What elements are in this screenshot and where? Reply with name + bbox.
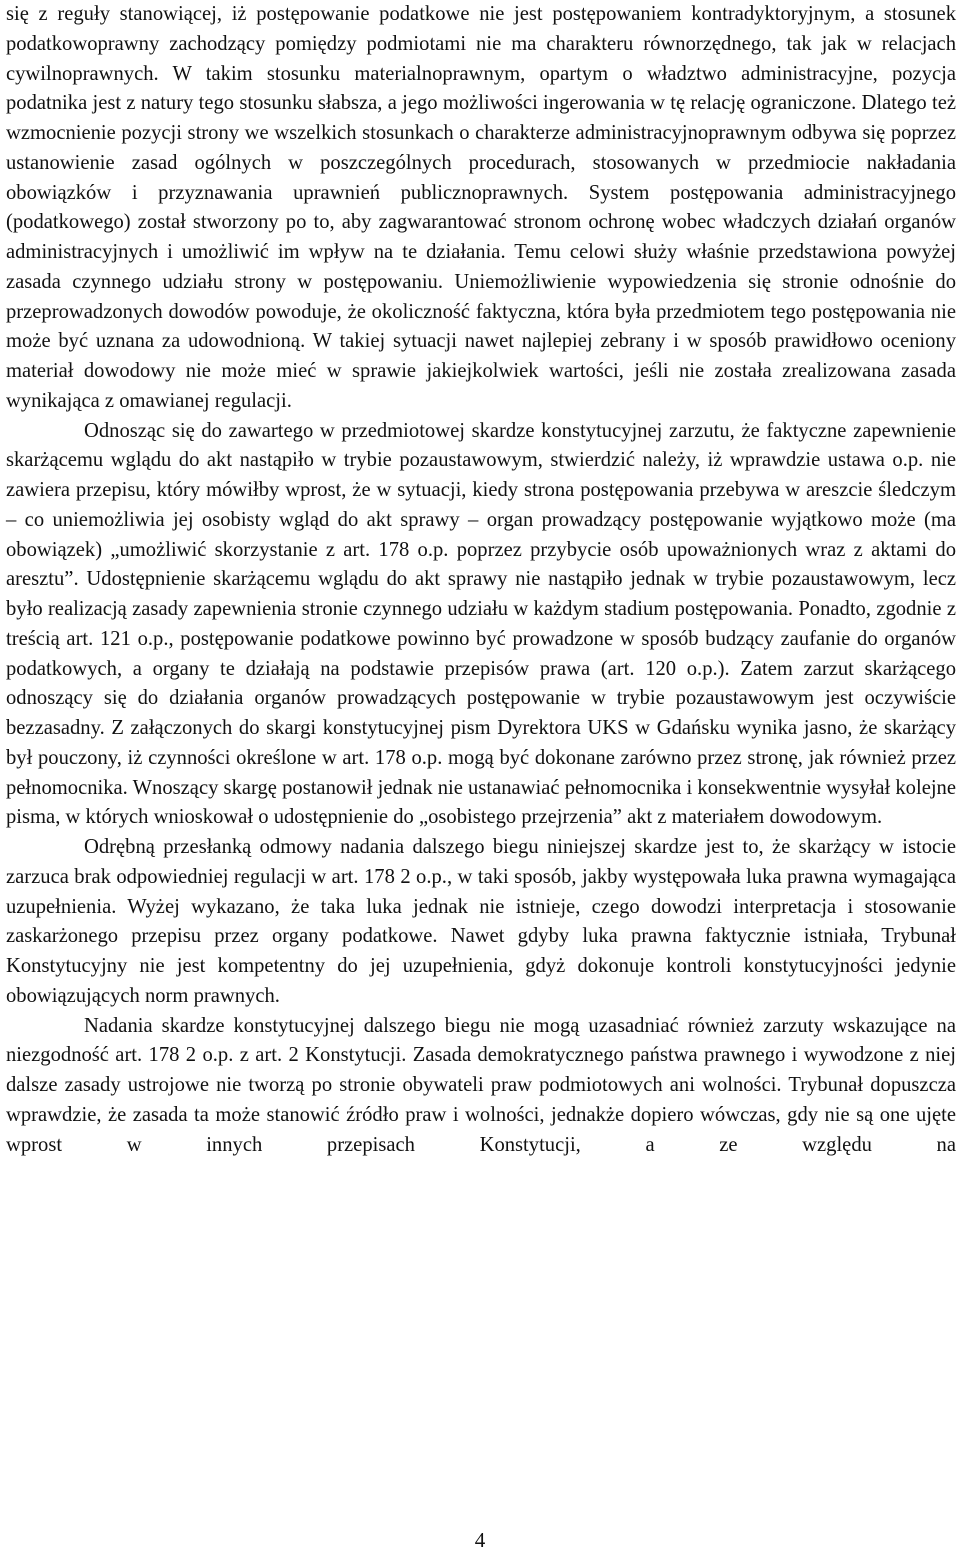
- document-page: [6, 0, 956, 1160]
- paragraph-continuation: się z reguły stanowiącej, iż postępowanie podatkowe nie jest postępowaniem kontradyktoryjnym, a stosunek podatkowoprawny zachodzący pomiędzy podmiotami nie ma charakteru równorzędnego, tak jak w relacjach cywilnoprawnych. W takim stosunku materialnoprawnym, opartym o władztwo administracyjne, pozycja podatnika jest z natury tego stosunku słabsza, a jego możliwości ingerowania w tę relację ograniczone. Dlatego też wzmocnienie pozycji strony we wszelkich stosunkach o charakterze administracyjnoprawnym odbywa się poprzez ustanowienie zasad ogólnych w poszczególnych procedurach, stosowanych w przedmiocie nakładania obowiązków i przyznawania uprawnień publicznoprawnych. System postępowania administracyjnego (podatkowego) został stworzony po to, aby zagwarantować stronom ochronę wobec władczych działań organów administracyjnych i umożliwić im wpływ na te działania. Temu celowi służy właśnie przedstawiona powyżej zasada czynnego udziału strony w postępowaniu. Uniemożliwienie wypowiedzenia się stronie odnośnie do przeprowadzonych dowodów powoduje, że okoliczność faktyczna, która była przedmiotem tego postępowania nie może być uznana za udowodnioną. W takiej sytuacji nawet najlepiej zebrany i w sposób prawidłowo oceniony materiał dowodowy nie może mieć w sprawie jakiejkolwiek wartości, jeśli nie została zrealizowana zasada wynikająca z omawianej regulacji.: [6, 3, 956, 412]
- paragraph-legal-gap: Odrębną przesłanką odmowy nadania dalszego biegu niniejszej skardze jest to, że skarżący w istocie zarzuca brak odpowiedniej regulacji w art. 178 2 o.p., w taki sposób, jakby występowała luka prawna wymagająca uzupełnienia. Wyżej wykazano, że taka luka jednak nie istnieje, czego dowodzi interpretacja i stosowanie zaskarżonego przepisu przez organy podatkowe. Nawet gdyby luka prawna faktycznie istniała, Trybunał Konstytucyjny nie jest kompetentny do jej uzupełnienia, gdyż dokonuje kontroli konstytucyjności jedynie obowiązujących norm prawnych.: [6, 836, 956, 1007]
- paragraph-access-to-files: Odnosząc się do zawartego w przedmiotowej skardze konstytucyjnej zarzutu, że faktyczne zapewnienie skarżącemu wglądu do akt nastąpiło w trybie pozaustawowym, stwierdzić należy, iż wprawdzie ustawa o.p. nie zawiera przepisu, który mówiłby wprost, że w sytuacji, kiedy strona postępowania przebywa w areszcie śledczym – co uniemożliwia jej osobisty wgląd do akt sprawy – organ prowadzący postępowanie wyjątkowo może (ma obowiązek) „umożliwić skorzystanie z art. 178 o.p. poprzez przybycie osób upoważnionych wraz z aktami do aresztu”. Udostępnienie skarżącemu wglądu do akt sprawy nie nastąpiło jednak w trybie pozaustawowym, lecz było realizacją zasady zapewnienia stronie czynnego udziału w każdym stadium postępowania. Ponadto, zgodnie z treścią art. 121 o.p., postępowanie podatkowe powinno być prowadzone w sposób budzący zaufanie do organów podatkowych, a organy te działają na podstawie przepisów prawa (art. 120 o.p.). Zatem zarzut skarżącego odnoszący się do działania organów prowadzących postępowanie w trybie pozaustawowym jest oczywiście bezzasadny. Z załączonych do skargi konstytucyjnej pism Dyrektora UKS w Gdańsku wynika jasno, że skarżący był pouczony, iż czynności określone w art. 178 o.p. mogą być dokonane zarówno przez stronę, jak również przez pełnomocnika. Wnoszący skargę postanowił jednak nie ustanawiać pełnomocnika i konsekwentnie wysyłał kolejne pisma, w których wnioskował o udostępnienie do „osobistego przejrzenia” akt z materiałem dowodowym.: [6, 419, 956, 829]
- paragraph-constitution-art-2: Nadania skardze konstytucyjnej dalszego biegu nie mogą uzasadniać również zarzuty wskazujące na niezgodność art. 178 2 o.p. z art. 2 Konstytucji. Zasada demokratycznego państwa prawnego i wywodzone z niej dalsze zasady ustrojowe nie tworzą po stronie obywateli praw podmiotowych ani wolności. Trybunał dopuszcza wprawdzie, że zasada ta może stanowić źródło praw i wolności, jednakże dopiero wówczas, gdy nie są one ujęte wprost w innych przepisach Konstytucji, a ze względu na: [6, 1014, 956, 1156]
- page-number: 4: [474, 1528, 486, 1552]
